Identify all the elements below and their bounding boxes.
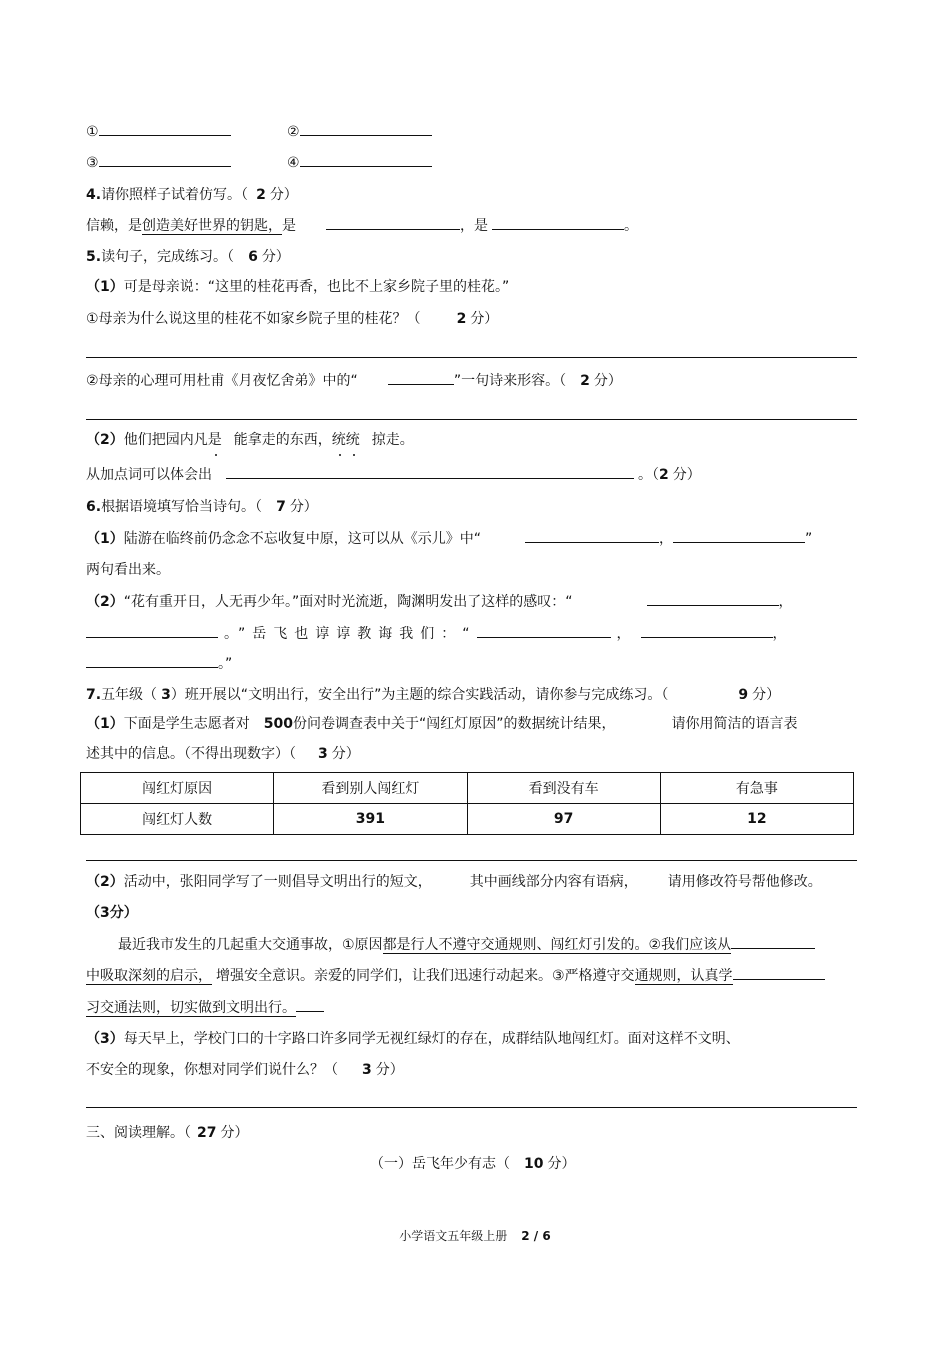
q7-answer-line-2[interactable] bbox=[86, 1107, 857, 1108]
passage-l3-underlined: 习交通法则，切实做到文明出行。 bbox=[86, 1000, 296, 1016]
q5-p2-question bbox=[86, 464, 701, 485]
q7-p1-c: 请你用简洁的语言表 bbox=[671, 716, 798, 732]
q5-p1-q2-score: 2 bbox=[580, 373, 590, 389]
q6-p2-mid: 。”岳飞也谆谆教诲我们：“ bbox=[224, 626, 477, 642]
q5-p2-blank[interactable] bbox=[226, 464, 634, 479]
q7-answer-line-1[interactable] bbox=[86, 860, 857, 861]
q4-example-underlined: 创造美好世界的钥匙， bbox=[142, 218, 282, 234]
q7-p1-label: （1） bbox=[86, 716, 124, 732]
table-header: 有急事 bbox=[660, 773, 853, 804]
q3-line-3[interactable] bbox=[99, 152, 231, 167]
section3-sub-title: （一）岳飞年少有志（ bbox=[370, 1156, 510, 1172]
q7-p3-score: 3 bbox=[362, 1062, 372, 1078]
q6-p2-blank-4[interactable] bbox=[641, 623, 773, 638]
q3-line-4[interactable] bbox=[300, 152, 432, 167]
q5-p1-text: 可是母亲说：“这里的桂花再香，也比不上家乡院子里的桂花。” bbox=[123, 279, 510, 295]
q6-p1-comma: ， bbox=[659, 531, 674, 547]
q6-part1 bbox=[86, 528, 812, 549]
table-row bbox=[81, 804, 854, 835]
q5-part1 bbox=[86, 277, 509, 297]
q7-title bbox=[86, 685, 780, 705]
q7-part2 bbox=[86, 872, 822, 892]
q5-score: 6 bbox=[248, 249, 258, 265]
q6-p2-blank-5[interactable] bbox=[86, 653, 218, 668]
q6-p2-label: （2） bbox=[86, 594, 124, 610]
passage-line-2 bbox=[86, 965, 825, 986]
q3-mark-2: ② bbox=[287, 124, 300, 140]
q7-p1-num: 500 bbox=[263, 716, 293, 732]
q5-p2-q-end: 分） bbox=[672, 467, 701, 483]
q7-p2-a: 活动中，张阳同学写了一则倡导文明出行的短文， bbox=[123, 874, 432, 890]
q3-mark-1: ① bbox=[86, 124, 99, 140]
q7-p3-label: （3） bbox=[86, 1031, 124, 1047]
section3-sub-post: 分） bbox=[547, 1156, 576, 1172]
q5-text: 读句子，完成练习。（ bbox=[101, 249, 235, 265]
q6-post: 分） bbox=[289, 499, 318, 515]
q6-p2-text: “花有重开日，人无再少年。”面对时光流逝，陶渊明发出了这样的感叹：“ bbox=[123, 594, 573, 610]
q4-example-lead: 信赖，是 bbox=[86, 218, 142, 234]
q4-text: 请你照样子试着仿写。（ bbox=[101, 187, 249, 203]
table-cell: 12 bbox=[660, 804, 853, 835]
q7-p3-line2-text: 不安全的现象，你想对同学们说什么？（ bbox=[86, 1062, 338, 1078]
q7-p1-line2-text: 述其中的信息。（不得出现数字）（ bbox=[86, 746, 296, 762]
q3-line-1[interactable] bbox=[99, 121, 231, 136]
q6-part2 bbox=[86, 591, 793, 612]
q5-p2-dotted-2: 统 bbox=[331, 432, 346, 448]
q5-post: 分） bbox=[261, 249, 290, 265]
q7-p1-line2 bbox=[86, 744, 360, 764]
q5-p1-q1-post: 分） bbox=[470, 311, 499, 327]
q6-p2-comma-2: ， bbox=[616, 626, 631, 642]
q6-p2-comma-3: ， bbox=[772, 626, 787, 642]
q4-end: 。 bbox=[624, 218, 638, 234]
table-header: 看到没有车 bbox=[467, 773, 660, 804]
q5-p2-q-pre: 从加点词可以体会出 bbox=[86, 467, 212, 483]
page-number: 2 / 6 bbox=[521, 1229, 551, 1243]
q7-title-b: ）班开展以“文明出行，安全出行”为主题的综合实践活动，请你参与完成练习。（ bbox=[170, 687, 669, 703]
q5-answer-line-1[interactable] bbox=[86, 357, 857, 358]
q4-example bbox=[86, 215, 638, 236]
q5-p1-label: （1） bbox=[86, 279, 124, 295]
q6-title bbox=[86, 497, 318, 517]
footer-text: 小学语文五年级上册 bbox=[399, 1229, 508, 1243]
q4-example-is: 是 bbox=[282, 218, 296, 234]
q6-p2-blank-1[interactable] bbox=[647, 591, 779, 606]
section3-score: 27 bbox=[197, 1125, 217, 1141]
q7-score: 9 bbox=[738, 687, 749, 703]
passage-l1-a: 最近我市发生的几起重大交通事故，①原因 bbox=[118, 937, 383, 953]
q6-p2-blank-3[interactable] bbox=[477, 623, 611, 638]
q7-p2-label: （2） bbox=[86, 874, 124, 890]
q6-score: 7 bbox=[276, 499, 286, 515]
q4-post: 分） bbox=[269, 187, 298, 203]
q6-p1-close: ” bbox=[805, 531, 813, 547]
q7-p3-line2 bbox=[86, 1060, 404, 1080]
q4-blank-1[interactable] bbox=[326, 215, 460, 230]
q5-p2-dotted-1: 是 bbox=[207, 432, 222, 448]
q3-blank-4[interactable] bbox=[287, 152, 432, 173]
q7-part3 bbox=[86, 1029, 740, 1049]
q6-p1-blank-2[interactable] bbox=[673, 528, 805, 543]
passage-l2-tail bbox=[733, 965, 825, 980]
q5-number: 5. bbox=[86, 249, 102, 265]
table-cell: 391 bbox=[274, 804, 467, 835]
passage-l1-underlined: 都是行人不遵守交通规则、闯红灯引发的。②我们应该从 bbox=[382, 937, 732, 953]
q5-p2-q-score: 2 bbox=[659, 467, 669, 483]
q6-p2-line2 bbox=[86, 623, 787, 644]
table-header: 看到别人闯红灯 bbox=[274, 773, 467, 804]
q5-p2-q-post: 。（ bbox=[638, 467, 659, 483]
passage-line-1 bbox=[118, 934, 815, 955]
table-header-row bbox=[81, 773, 854, 804]
q5-p1-q2-blank[interactable] bbox=[388, 370, 454, 385]
q6-p2-end: 。” bbox=[218, 656, 233, 672]
q4-comma-is: ，是 bbox=[460, 218, 488, 234]
q6-number: 6. bbox=[86, 499, 102, 515]
section3-subtitle bbox=[370, 1154, 575, 1174]
table-cell: 97 bbox=[467, 804, 660, 835]
q5-p1-q2-post: ”一句诗来形容。（ bbox=[453, 373, 567, 389]
passage-l3-tail bbox=[296, 997, 324, 1012]
q4-blank-2[interactable] bbox=[492, 215, 624, 230]
passage-l2-b: 增强安全意识。亲爱的同学们，让我们迅速行动起来。③严格遵守交 bbox=[216, 968, 635, 984]
q3-blank-3[interactable] bbox=[86, 152, 231, 173]
q5-p2-b: 能拿走的东西， bbox=[233, 432, 332, 448]
q6-p1-label: （1） bbox=[86, 531, 124, 547]
section3-title-text: 三、阅读理解。（ bbox=[86, 1125, 191, 1141]
table-row-label: 闯红灯人数 bbox=[81, 804, 274, 835]
q7-p1-a: 下面是学生志愿者对 bbox=[123, 716, 250, 732]
q5-p1-q1 bbox=[86, 309, 498, 329]
q7-class: 3 bbox=[161, 687, 171, 703]
q4-number: 4. bbox=[86, 187, 102, 203]
q6-text: 根据语境填写恰当诗句。（ bbox=[101, 499, 263, 515]
q5-p1-q2-end: 分） bbox=[593, 373, 622, 389]
q4-title bbox=[86, 185, 298, 205]
passage-l2-underlined-2: 通规则，认真学 bbox=[634, 968, 733, 984]
section3-post: 分） bbox=[220, 1125, 249, 1141]
passage-l2-underlined: 中吸取深刻的启示， bbox=[86, 968, 212, 984]
q3-blank-1[interactable] bbox=[86, 121, 231, 142]
q5-part2 bbox=[86, 430, 414, 450]
q3-blank-2[interactable] bbox=[287, 121, 432, 142]
section3-title bbox=[86, 1123, 248, 1143]
section3-sub-score: 10 bbox=[524, 1156, 544, 1172]
q7-p1-post: 分） bbox=[331, 746, 360, 762]
q5-p1-q1-text: ①母亲为什么说这里的桂花不如家乡院子里的桂花？（ bbox=[86, 311, 421, 327]
q7-p1-score: 3 bbox=[318, 746, 328, 762]
q7-p3-text: 每天早上，学校门口的十字路口许多同学无视红绿灯的存在，成群结队地闯红灯。面对这样不文明、 bbox=[123, 1031, 740, 1047]
passage-line-3 bbox=[86, 997, 324, 1018]
q6-p1-text: 陆游在临终前仍念念不忘收复中原，这可以从《示儿》中“ bbox=[123, 531, 482, 547]
q3-mark-3: ③ bbox=[86, 155, 99, 171]
q4-score: 2 bbox=[256, 187, 266, 203]
page-footer bbox=[0, 1227, 950, 1244]
q5-p1-q2-pre: ②母亲的心理可用杜甫《月夜忆舍弟》中的“ bbox=[86, 373, 358, 389]
q5-p2-dotted-3: 统 bbox=[345, 432, 360, 448]
q6-p2-line3 bbox=[86, 653, 232, 674]
q7-post: 分） bbox=[752, 687, 781, 703]
q7-p2-score: （3分） bbox=[86, 905, 138, 921]
q6-p1-blank-1[interactable] bbox=[525, 528, 659, 543]
table-header: 闯红灯原因 bbox=[81, 773, 274, 804]
q5-p1-q2 bbox=[86, 370, 622, 391]
q7-p2-b: 其中画线部分内容有语病， bbox=[469, 874, 638, 890]
q5-answer-line-2[interactable] bbox=[86, 419, 857, 420]
q5-p2-c: 掠走。 bbox=[371, 432, 414, 448]
q3-mark-4: ④ bbox=[287, 155, 300, 171]
q7-p3-post: 分） bbox=[375, 1062, 404, 1078]
passage-l1-tail bbox=[731, 934, 815, 949]
q7-p1-b: 份问卷调查表中关于“闯红灯原因”的数据统计结果， bbox=[292, 716, 616, 732]
q6-p1-line2: 两句看出来。 bbox=[86, 562, 170, 578]
q7-part1 bbox=[86, 714, 798, 734]
q3-line-2[interactable] bbox=[300, 121, 432, 136]
q5-p1-q1-score: 2 bbox=[456, 311, 467, 327]
q7-p2-c: 请用修改符号帮他修改。 bbox=[667, 874, 822, 890]
q5-p2-a: 他们把园内凡 bbox=[123, 432, 208, 448]
q6-p2-comma-1: ， bbox=[778, 594, 793, 610]
survey-table bbox=[80, 772, 854, 835]
q7-title-a: 五年级（ bbox=[101, 687, 158, 703]
q6-p2-blank-2[interactable] bbox=[86, 623, 218, 638]
q5-title bbox=[86, 247, 290, 267]
q7-number: 7. bbox=[86, 687, 102, 703]
q5-p2-label: （2） bbox=[86, 432, 124, 448]
